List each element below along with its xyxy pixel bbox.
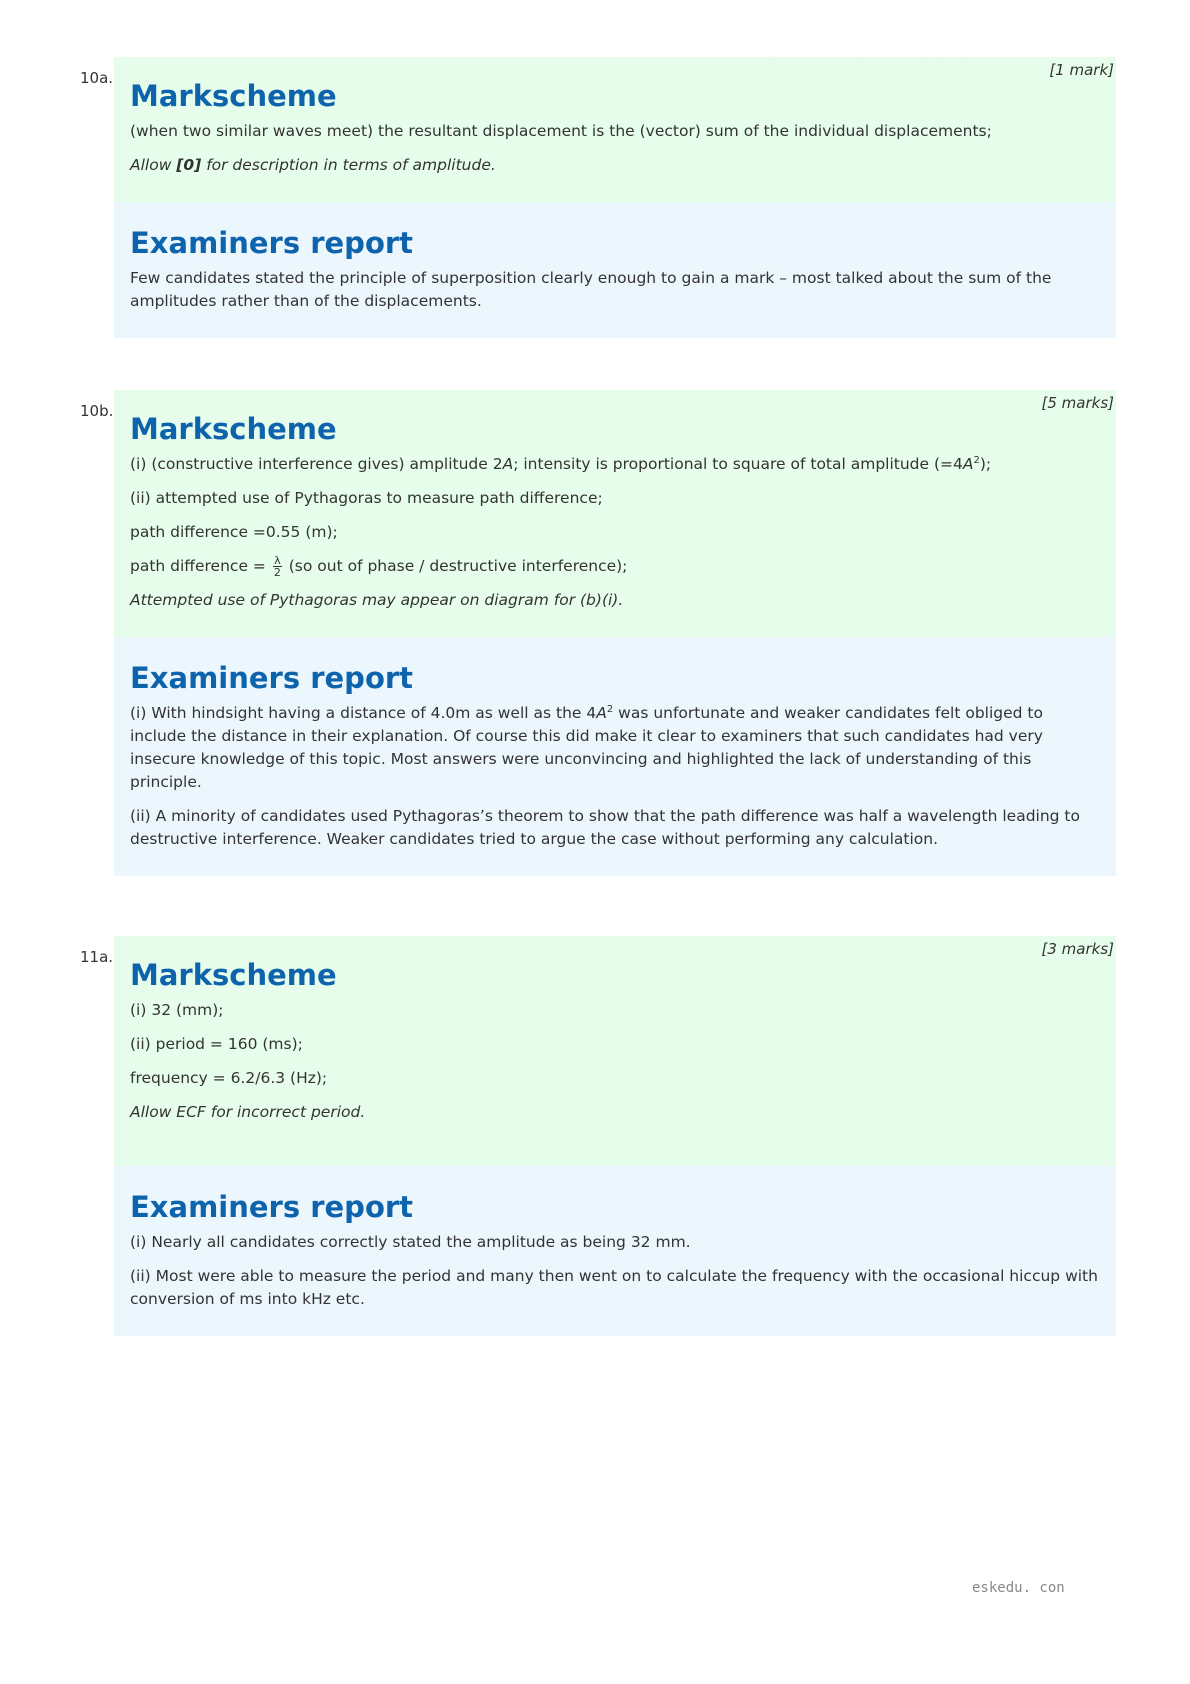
markscheme-line: (when two similar waves meet) the resultant displacement is the (vector) sum of the individual displacements; xyxy=(130,121,992,140)
question-number: 10a. xyxy=(80,69,114,87)
markscheme-note: Attempted use of Pythagoras may appear on diagram for (b)(i). xyxy=(130,590,624,609)
question-number: 10b. xyxy=(80,402,114,420)
markscheme-note: Allow ECF for incorrect period. xyxy=(130,1102,366,1121)
marks-label: [5 marks] xyxy=(1041,394,1114,412)
question-number: 11a. xyxy=(80,948,114,966)
markscheme-heading: Markscheme xyxy=(130,412,337,446)
examiners-report-line: (i) Nearly all candidates correctly stated the amplitude as being 32 mm. xyxy=(130,1232,691,1251)
examiners-report-line: (ii) Most were able to measure the period and many then went on to calculate the frequency with the occasional hiccup with conversion of ms into kHz etc. xyxy=(130,1266,1098,1308)
examiners-report-heading: Examiners report xyxy=(130,225,414,260)
examiners-report-line: Few candidates stated the principle of superposition clearly enough to gain a mark – most talked about the sum of the amplitudes rather than of the displacements. xyxy=(130,268,1052,310)
examiners-report-line: (i) With hindsight having a distance of 4.0m as well as the $4A^2$ was unfortunate and weaker candidates felt obliged to include the distance in their explanation. Of course this did make it clear to examiners that such candidates had very insecure knowledge of this topic. Most answers were unconvincing and highlighted the lack of understanding of this principle. xyxy=(130,703,1043,791)
markscheme-note: Allow [0] for description in terms of amplitude. xyxy=(130,155,496,174)
markscheme-panel xyxy=(114,57,1116,202)
lambda-over-two-fraction: $\frac{\lambda}{2}$ xyxy=(273,553,281,579)
markscheme-line: path difference = $\frac{\lambda}{2}$ (so out of phase / destructive interference); xyxy=(130,553,628,579)
examiners-report-panel xyxy=(114,1166,1116,1336)
markscheme-line: frequency = 6.2/6.3 (Hz); xyxy=(130,1068,328,1087)
markscheme-panel xyxy=(114,390,1116,637)
examiners-report-panel xyxy=(114,637,1116,876)
markscheme-line: (i) 32 (mm); xyxy=(130,1000,224,1019)
markscheme-line: (ii) attempted use of Pythagoras to measure path difference; xyxy=(130,488,603,507)
marks-label: [3 marks] xyxy=(1041,940,1114,958)
footer-site-text: eskedu. con xyxy=(972,1580,1065,1596)
markscheme-line: path difference =0.55 (m); xyxy=(130,522,338,541)
markscheme-line: (i) (constructive interference gives) amplitude 2A; intensity is proportional to square of total amplitude $(=4A^2)$; xyxy=(130,454,992,473)
markscheme-heading: Markscheme xyxy=(130,958,337,992)
question-10b xyxy=(80,390,1116,876)
markscheme-line: (ii) period = 160 (ms); xyxy=(130,1034,303,1053)
examiners-report-panel xyxy=(114,202,1116,338)
marks-label: [1 mark] xyxy=(1049,61,1114,79)
question-11a xyxy=(80,936,1116,1336)
question-10a xyxy=(80,57,1116,338)
examiners-report-heading: Examiners report xyxy=(130,660,414,695)
examiners-report-line: (ii) A minority of candidates used Pythagoras’s theorem to show that the path difference was half a wavelength leading to destructive interference. Weaker candidates tried to argue the case without performing any calculation. xyxy=(130,806,1080,848)
examiners-report-heading: Examiners report xyxy=(130,1189,414,1224)
markscheme-panel xyxy=(114,936,1116,1166)
markscheme-heading: Markscheme xyxy=(130,79,337,113)
